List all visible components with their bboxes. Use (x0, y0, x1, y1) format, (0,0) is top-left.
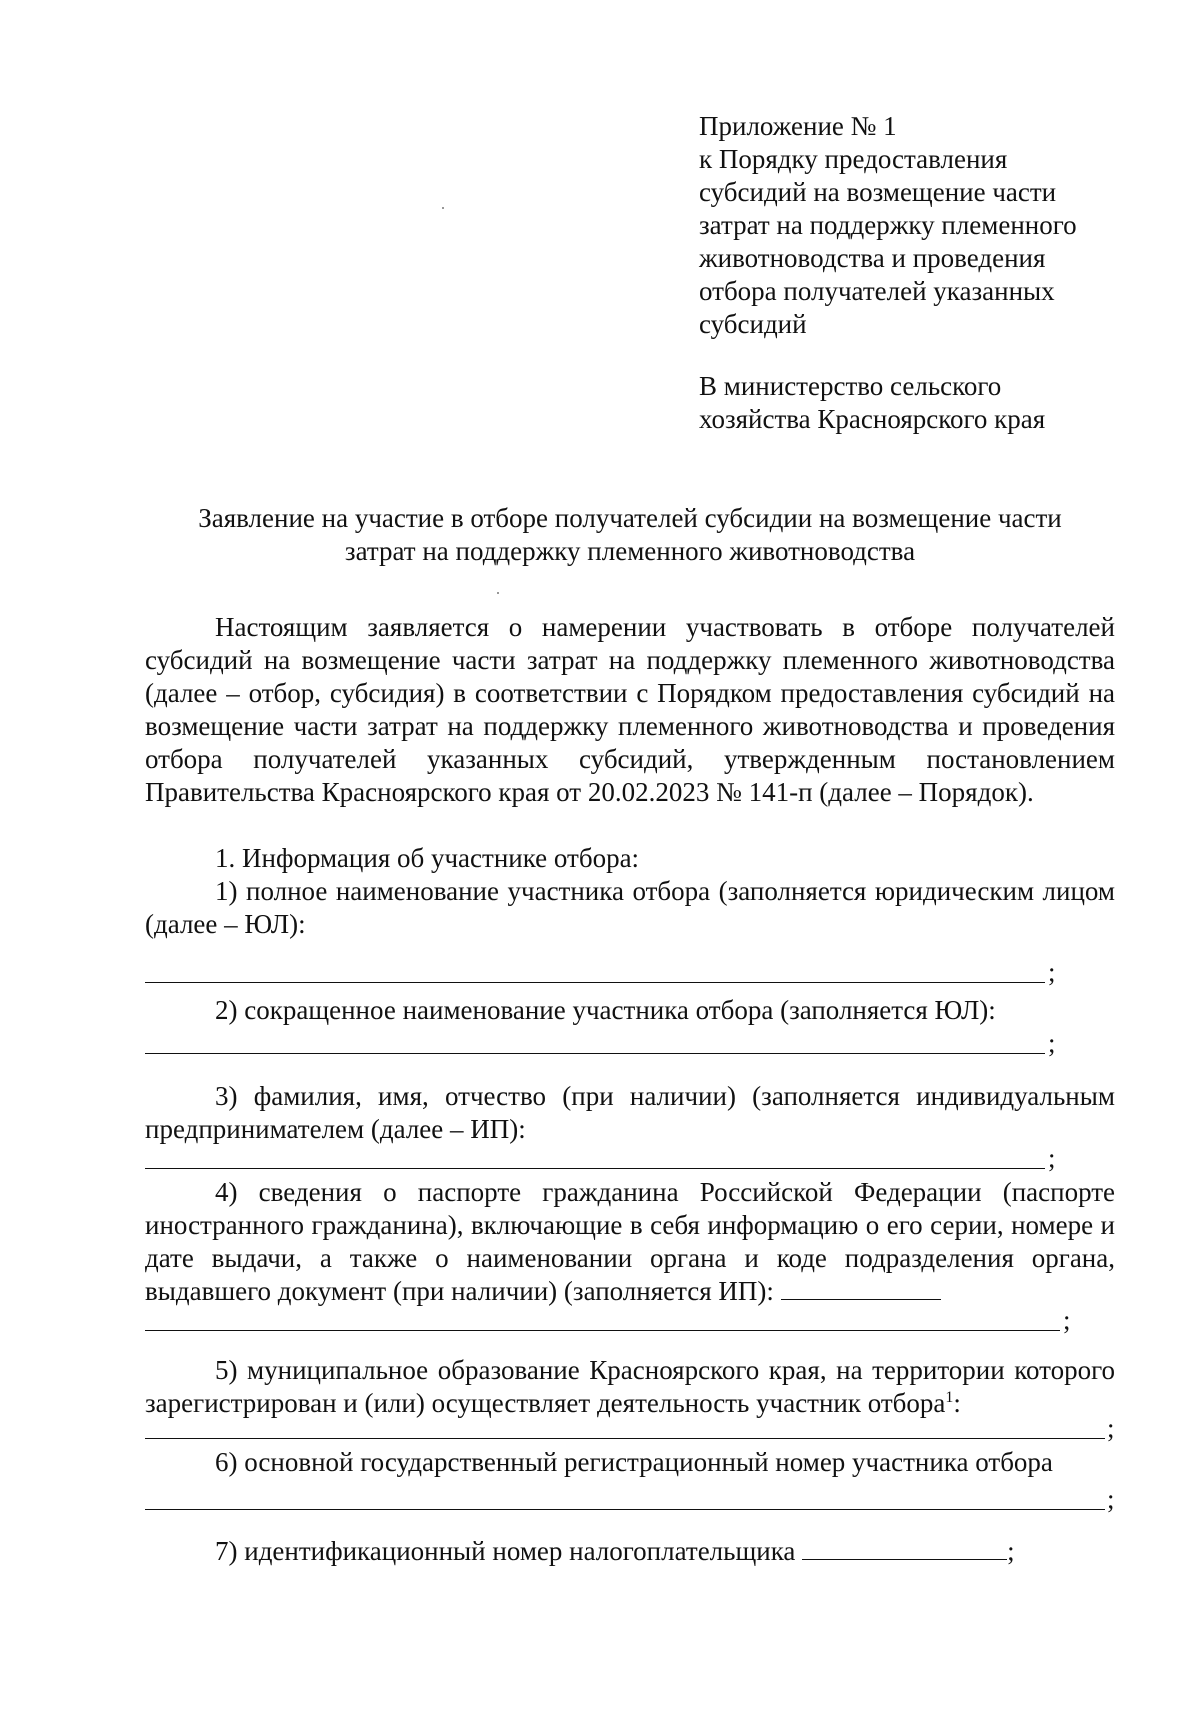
line-end-mark: ; (1007, 1536, 1015, 1566)
item-2-label: 2) сокращенное наименование участника отбора (заполняется ЮЛ): (215, 995, 996, 1025)
fill-underline (145, 1438, 1105, 1439)
item-1-label: 1) полное наименование участника отбора (заполняется юридическим лицом (далее – ЮЛ): (145, 876, 1115, 939)
fill-underline (145, 982, 1045, 983)
line-end-mark: ; (1048, 1028, 1056, 1058)
title-line: затрат на поддержку племенного животноводства (344, 536, 916, 566)
item-5-label (145, 1354, 1115, 1420)
item-5-text: 5) муниципальное образование Красноярского края, на территории которого зарегистрирован и (или) осуществляет деятельность участник отбора (145, 1355, 1115, 1418)
item-7-label: 7) идентификационный номер налогоплательщика (215, 1536, 796, 1566)
appendix-line: к Порядку предоставления (699, 144, 1008, 174)
item-7-inline-blank[interactable] (802, 1537, 1007, 1560)
line-end-mark: ; (1063, 1305, 1071, 1335)
title-line: Заявление на участие в отборе получателей субсидии на возмещение части (198, 503, 1062, 533)
item-4-label (145, 1176, 1115, 1308)
scan-speck (497, 592, 499, 594)
item-2-fill-line[interactable] (145, 1027, 1115, 1060)
item-4-inline-blank[interactable] (781, 1277, 941, 1300)
fill-underline (145, 1330, 1060, 1331)
item-4-text: 4) сведения о паспорте гражданина Российской Федерации (паспорте иностранного гражданина), включающие в себя информацию о его серии, номере и дате выдачи, а также о наименовании органа и коде подразделения органа, выдавшего документ (при наличии) (заполняется ИП): (145, 1177, 1115, 1306)
appendix-line: Приложение № 1 (699, 111, 897, 141)
document-title (140, 502, 1120, 568)
recipient-block (699, 370, 1159, 436)
item-5-fill-line[interactable] (145, 1412, 1115, 1445)
appendix-line: отбора получателей указанных (699, 276, 1055, 306)
appendix-line: животноводства и проведения (699, 243, 1046, 273)
line-end-mark: ; (1107, 1413, 1115, 1443)
appendix-header (699, 110, 1159, 341)
section-heading: 1. Информация об участнике отбора: (215, 843, 640, 873)
recipient-line: хозяйства Красноярского края (699, 404, 1046, 434)
line-end-mark: ; (1107, 1484, 1115, 1514)
item-3-label: 3) фамилия, имя, отчество (при наличии) (заполняется индивидуальным предпринимателем (далее – ИП): (145, 1081, 1115, 1144)
item-3-fill-line[interactable] (145, 1142, 1115, 1175)
fill-underline (145, 1168, 1045, 1169)
item-4-fill-line[interactable] (145, 1304, 1115, 1337)
line-end-mark: ; (1048, 1143, 1056, 1173)
fill-underline (145, 1509, 1105, 1510)
scan-speck (442, 207, 444, 209)
fill-underline (145, 1053, 1045, 1054)
line-end-mark: ; (1048, 957, 1056, 987)
item-1-fill-line[interactable] (145, 956, 1115, 989)
appendix-line: затрат на поддержку племенного (699, 210, 1077, 240)
recipient-line: В министерство сельского (699, 371, 1002, 401)
intro-paragraph: Настоящим заявляется о намерении участвовать в отборе получателей субсидий на возмещение части затрат на поддержку племенного животноводства (далее – отбор, субсидия) в соответствии с Порядком предоставления субсидий на возмещение части затрат на поддержку племенного животноводства и проведения отбора получателей указанных субсидий, утвержденным постановлением Правительства Красноярского края от 20.02.2023 № 141-п (далее – Порядок). (145, 612, 1115, 807)
item-6-fill-line[interactable] (145, 1483, 1115, 1516)
item-5-colon: : (953, 1388, 961, 1418)
appendix-line: субсидий на возмещение части (699, 177, 1057, 207)
item-7-row (145, 1535, 1115, 1568)
appendix-line: субсидий (699, 309, 807, 339)
item-6-label: 6) основной государственный регистрационный номер участника отбора (215, 1447, 1053, 1477)
footnote-ref: 1 (945, 1389, 954, 1406)
